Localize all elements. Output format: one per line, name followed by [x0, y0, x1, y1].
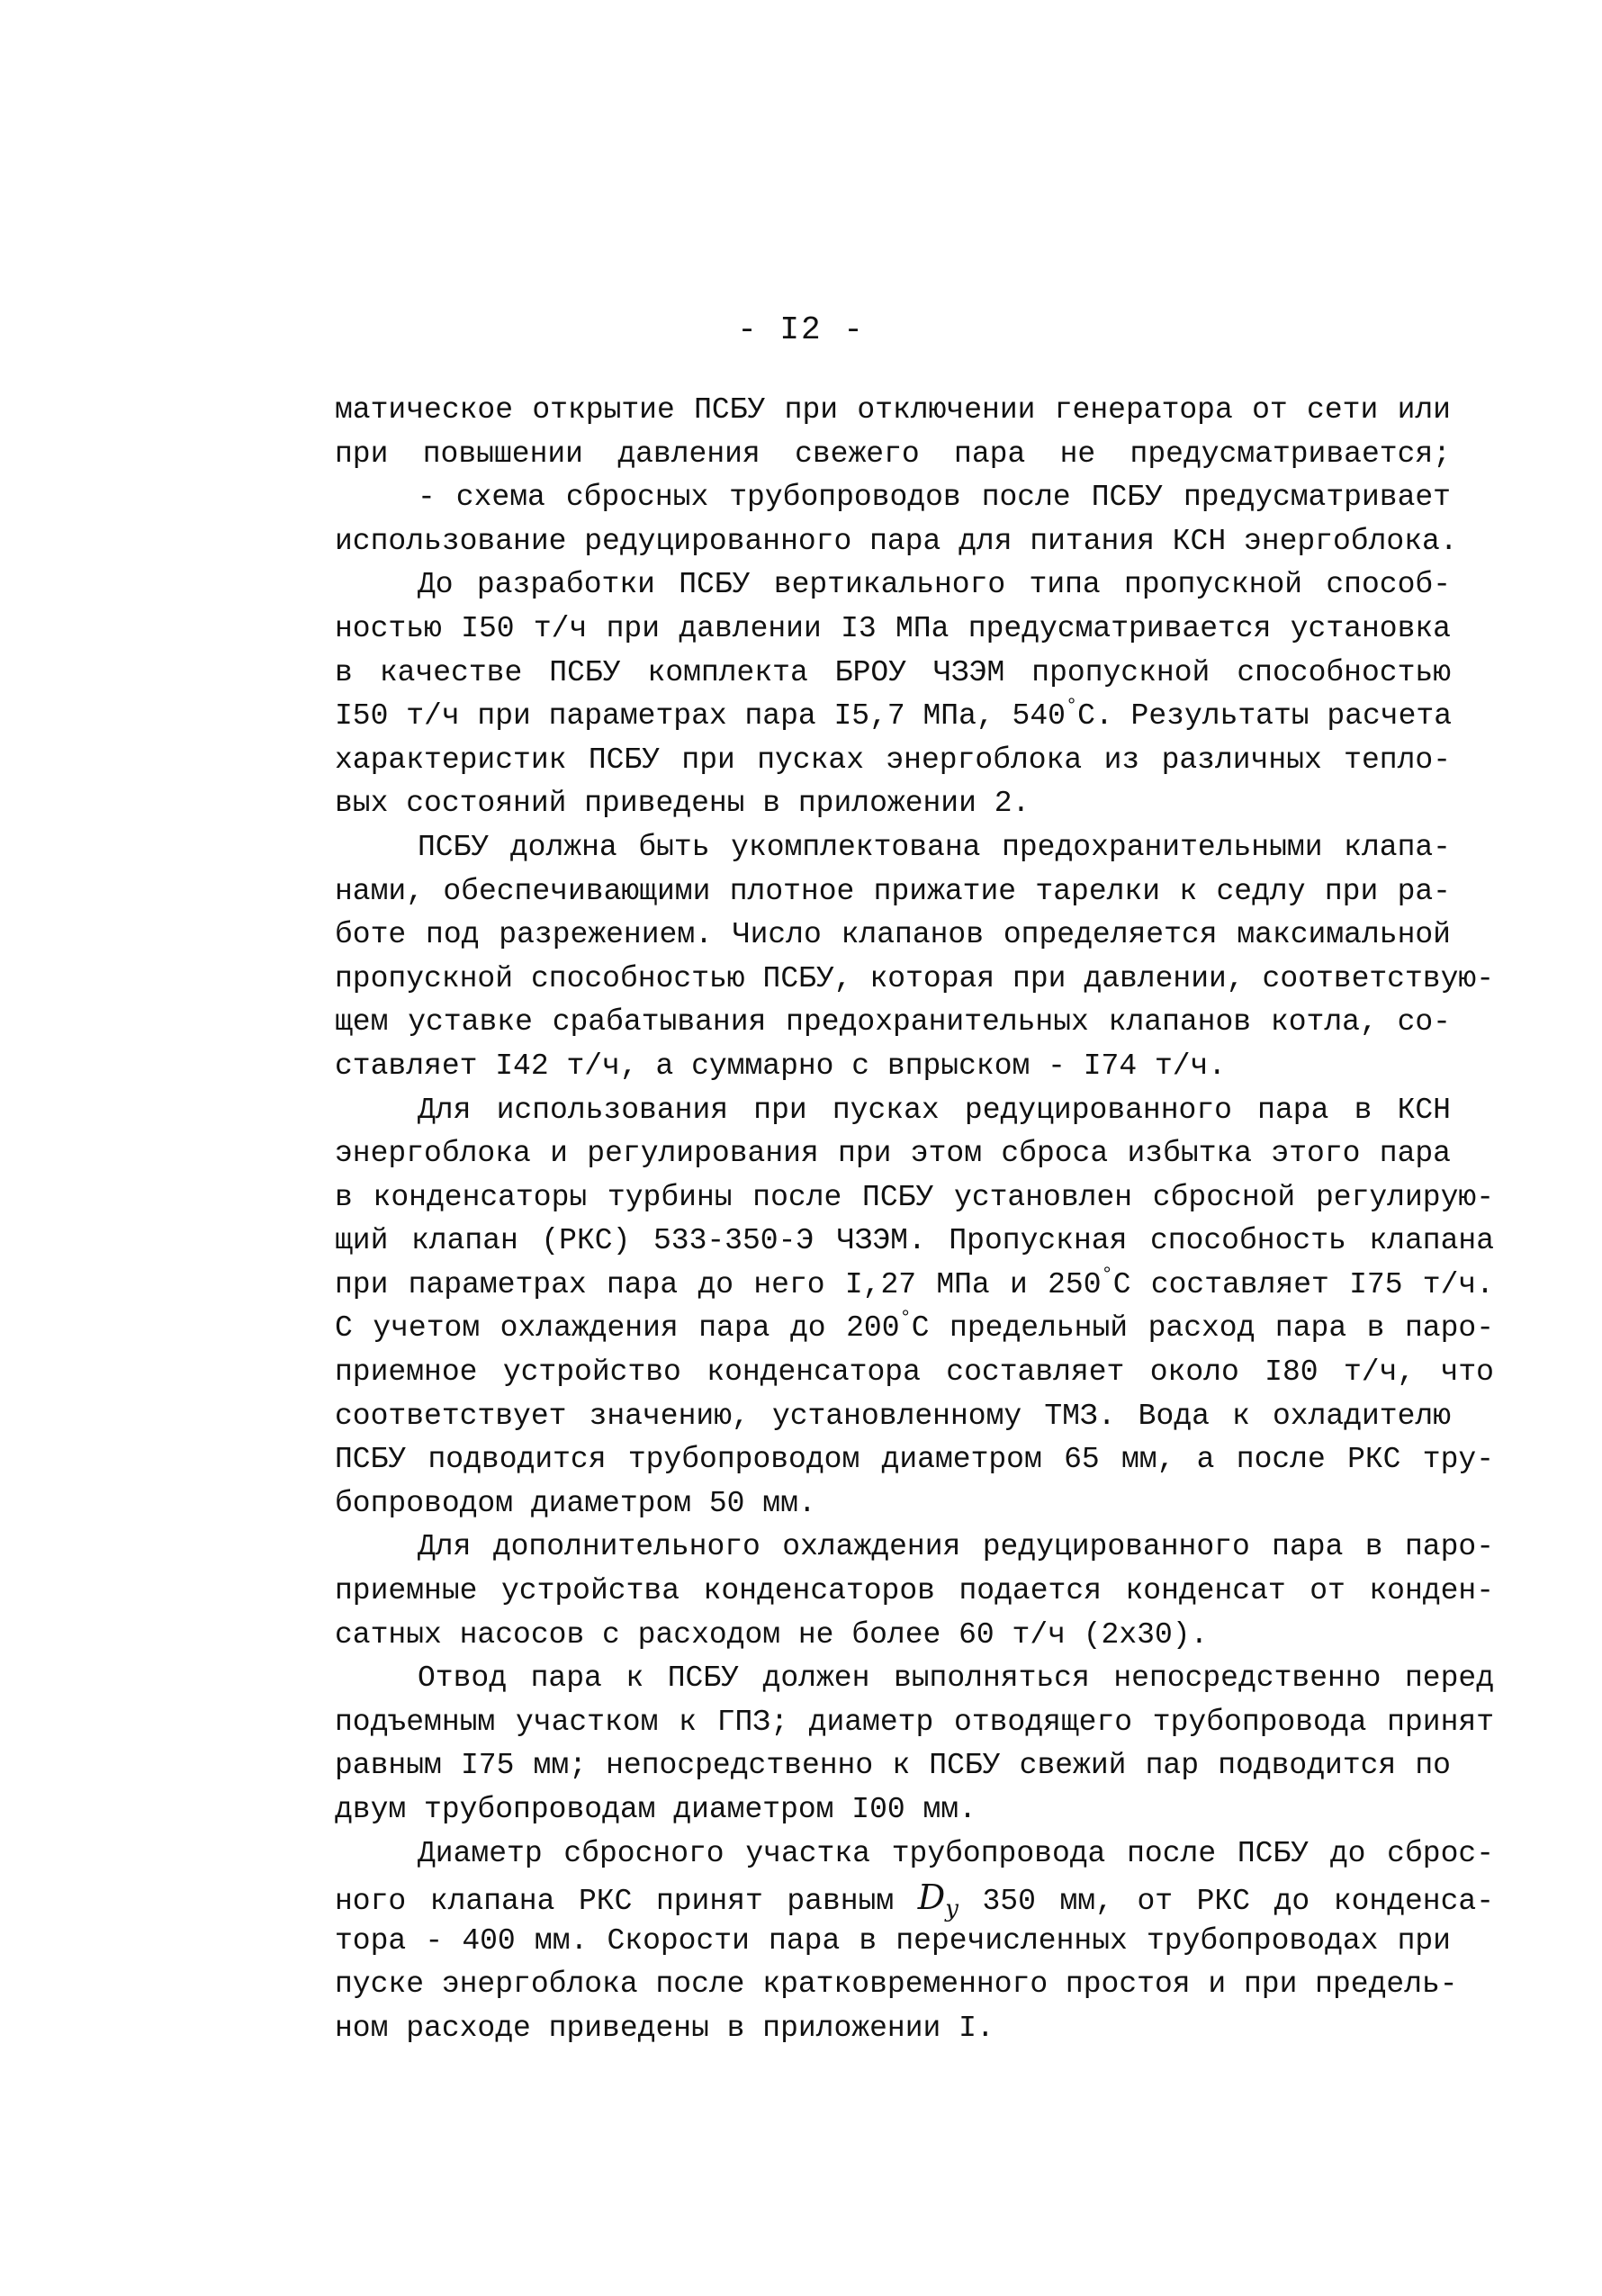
text-line: энергоблока и регулирования при этом сброса избытка этого пара — [335, 1137, 1451, 1171]
text-line: До разработки ПСБУ вертикального типа пропускной способ- — [418, 568, 1451, 602]
text-line: бопроводом диаметром 50 мм. — [335, 1486, 816, 1520]
text-line: ПСБУ подводится трубопроводом диаметром 65 мм, а после РКС тру- — [335, 1443, 1494, 1477]
text-line: - схема сбросных трубопроводов после ПСБУ предусматривает — [418, 481, 1451, 515]
body-text — [335, 389, 1494, 2051]
text-fragment: С предельный расход пара в паро- — [911, 1311, 1494, 1346]
text-line: Диаметр сбросного участка трубопровода после ПСБУ до сброс- — [418, 1836, 1494, 1870]
text-line: пропускной способностью ПСБУ, которая при давлении, соответствую- — [335, 961, 1494, 995]
text-fragment: С составляет I75 т/ч. — [1112, 1267, 1494, 1301]
text-line: равным I75 мм; непосредственно к ПСБУ свежий пар подводится по — [335, 1749, 1451, 1783]
text-line: ПСБУ должна быть укомплектована предохранительными клапа- — [418, 830, 1451, 864]
text-line: соответствует значению, установленному ТМЗ. Вода к охладителю — [335, 1399, 1451, 1433]
text-line: ном расходе приведены в приложении I. — [335, 2011, 994, 2045]
text-line: двум трубопроводам диаметром I00 мм. — [335, 1793, 976, 1826]
text-line: щий клапан (РКС) 533-350-Э ЧЗЭМ. Пропускная способность клапана — [335, 1224, 1494, 1258]
text-line: щем уставке срабатывания предохранительных клапанов котла, со- — [335, 1005, 1451, 1040]
text-line: приемное устройство конденсатора составляет около I80 т/ч, что — [335, 1355, 1494, 1390]
text-line: при повышении давления свежего пара не предусматривается; — [335, 437, 1451, 471]
degree-sign: ° — [899, 1307, 912, 1330]
text-line: Для дополнительного охлаждения редуцированного пара в паро- — [418, 1530, 1494, 1564]
text-line: сатных насосов с расходом не более 60 т/ч (2х30). — [335, 1617, 1209, 1652]
text-line: ностью I50 т/ч при давлении I3 МПа предусматривается установка — [335, 611, 1451, 645]
text-line: приемные устройства конденсаторов подается конденсат от конден- — [335, 1574, 1494, 1608]
text-line — [335, 695, 1451, 739]
text-fragment: С учетом охлаждения пара до 200 — [335, 1311, 900, 1346]
nominal-diameter-symbol: $D_y$ — [917, 1877, 958, 1923]
page-number: - I2 - — [737, 311, 865, 348]
text-line — [335, 1876, 1494, 1923]
degree-sign: ° — [1065, 695, 1078, 718]
text-line — [335, 1307, 1494, 1351]
text-fragment: при параметрах пара до него I,27 МПа и 250 — [335, 1267, 1102, 1301]
text-line: боте под разрежением. Число клапанов определяется максимальной — [335, 918, 1451, 952]
text-line: нами, обеспечивающими плотное прижатие тарелки к седлу при ра- — [335, 874, 1451, 908]
text-fragment: С. Результаты расчета — [1077, 699, 1453, 734]
text-line: подъемным участком к ГПЗ; диаметр отводящего трубопровода принят — [335, 1705, 1494, 1739]
text-line: пуске энергоблока после кратковременного простоя и при предель- — [335, 1967, 1458, 2002]
text-line: характеристик ПСБУ при пусках энергоблока из различных тепло- — [335, 743, 1451, 777]
text-line: в качестве ПСБУ комплекта БРОУ ЧЗЭМ пропускной способностью — [335, 655, 1451, 689]
degree-sign: ° — [1101, 1263, 1113, 1286]
text-line: вых состояний приведены в приложении 2. — [335, 787, 1030, 821]
text-fragment: 350 мм, от РКС до конденса- — [982, 1885, 1494, 1919]
text-line: Для использования при пусках редуцированного пара в КСН — [418, 1093, 1451, 1127]
text-line: тора - 400 мм. Скорости пара в перечисленных трубопроводах при — [335, 1923, 1451, 1958]
text-line: использование редуцированного пара для питания КСН энергоблока. — [335, 524, 1458, 558]
text-line: Отвод пара к ПСБУ должен выполняться непосредственно перед — [418, 1661, 1494, 1696]
text-line — [335, 1264, 1494, 1308]
text-line: матическое открытие ПСБУ при отключении генератора от сети или — [335, 393, 1451, 427]
text-fragment: ного клапана РКС принят равным — [335, 1885, 895, 1919]
text-line: ставляет I42 т/ч, а суммарно с впрыском - I74 т/ч. — [335, 1049, 1227, 1083]
text-line: в конденсаторы турбины после ПСБУ установлен сбросной регулирую- — [335, 1180, 1494, 1214]
text-fragment: I50 т/ч при параметрах пара I5,7 МПа, 540 — [335, 699, 1066, 734]
